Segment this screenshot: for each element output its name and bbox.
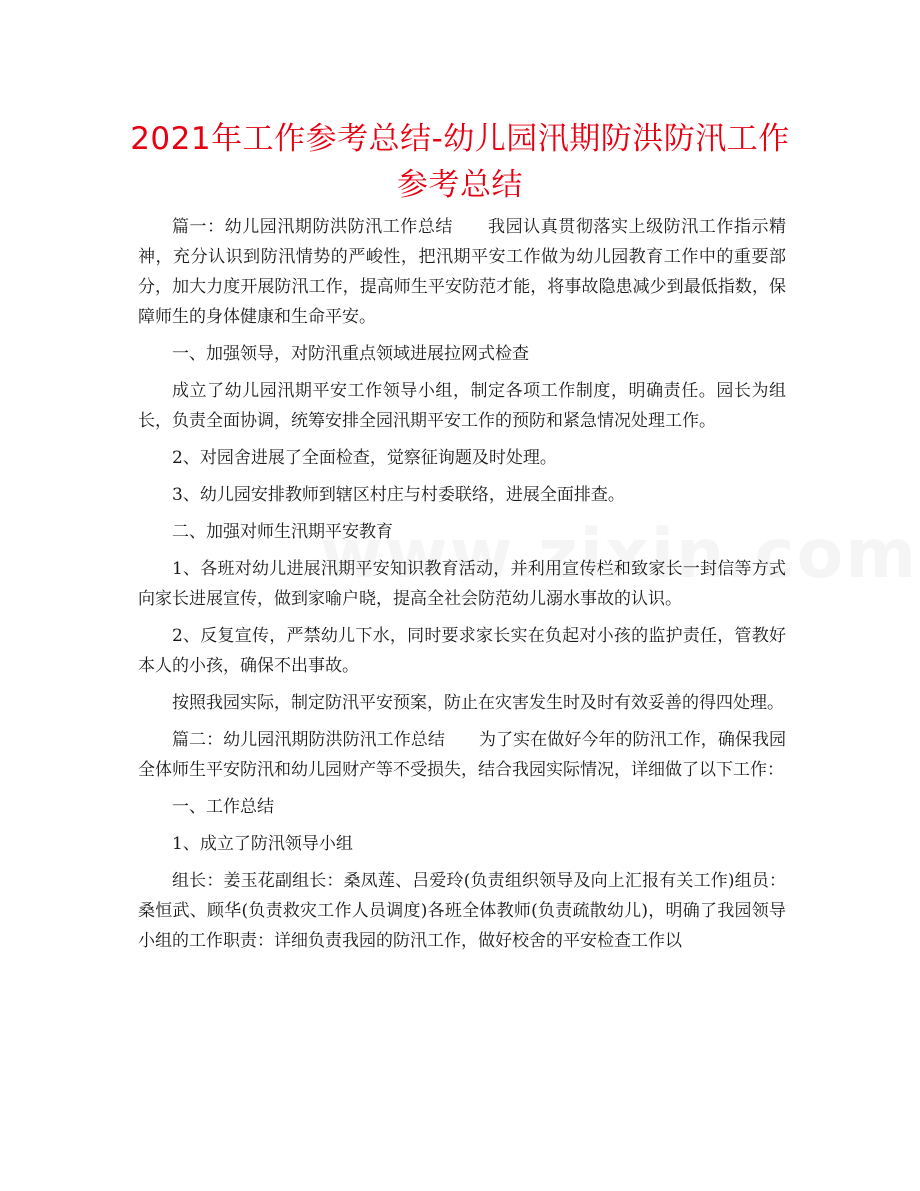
- paragraph: 组长：姜玉花副组长：桑凤莲、吕爱玲(负责组织领导及向上汇报有关工作)组员：桑恒武、顾华(负责救灾工作人员调度)各班全体教师(负责疏散幼儿)，明确了我园领导小组的工作职责：详细负责我园的防汛工作，做好校舍的平安检查工作以: [138, 871, 786, 951]
- paragraph: 按照我园实际，制定防汛平安预案，防止在灾害发生时及时有效妥善的得四处理。: [172, 693, 784, 713]
- section-heading: 二、加强对师生汛期平安教育: [172, 522, 393, 542]
- paragraph: 篇二：幼儿园汛期防洪防汛工作总结 为了实在做好今年的防汛工作，确保我园全体师生平安防汛和幼儿园财产等不受损失，结合我园实际情况，详细做了以下工作：: [138, 730, 786, 780]
- section-heading: 一、加强领导，对防汛重点领域进展拉网式检查: [172, 344, 529, 364]
- paragraph: 3、幼儿园安排教师到辖区村庄与村委联络，进展全面排查。: [172, 485, 625, 505]
- paragraph: 1、成立了防汛领导小组: [172, 834, 353, 854]
- paragraph: 篇一：幼儿园汛期防洪防汛工作总结 我园认真贯彻落实上级防汛工作指示精神，充分认识到防汛情势的严峻性，把汛期平安工作做为幼儿园教育工作中的重要部分，加大力度开展防汛工作，提高师生平安防范才能，将事故隐患减少到最低指数，保障师生的身体健康和生命平安。: [138, 217, 786, 327]
- paragraph: 2、对园舍进展了全面检查，觉察征询题及时处理。: [172, 448, 557, 468]
- paragraph: 1、各班对幼儿进展汛期平安知识教育活动，并利用宣传栏和致家长一封信等方式向家长进展宣传，做到家喻户晓，提高全社会防范幼儿溺水事故的认识。: [138, 559, 786, 609]
- paragraph: 2、反复宣传，严禁幼儿下水，同时要求家长实在负起对小孩的监护责任，管教好本人的小孩，确保不出事故。: [138, 626, 786, 676]
- document-title: 2021年工作参考总结-幼儿园汛期防洪防汛工作参考总结: [130, 121, 790, 203]
- document-body: [138, 212, 786, 963]
- section-heading: 一、工作总结: [172, 797, 274, 817]
- paragraph: 成立了幼儿园汛期平安工作领导小组，制定各项工作制度，明确责任。园长为组长，负责全面协调，统筹安排全园汛期平安工作的预防和紧急情况处理工作。: [138, 381, 786, 431]
